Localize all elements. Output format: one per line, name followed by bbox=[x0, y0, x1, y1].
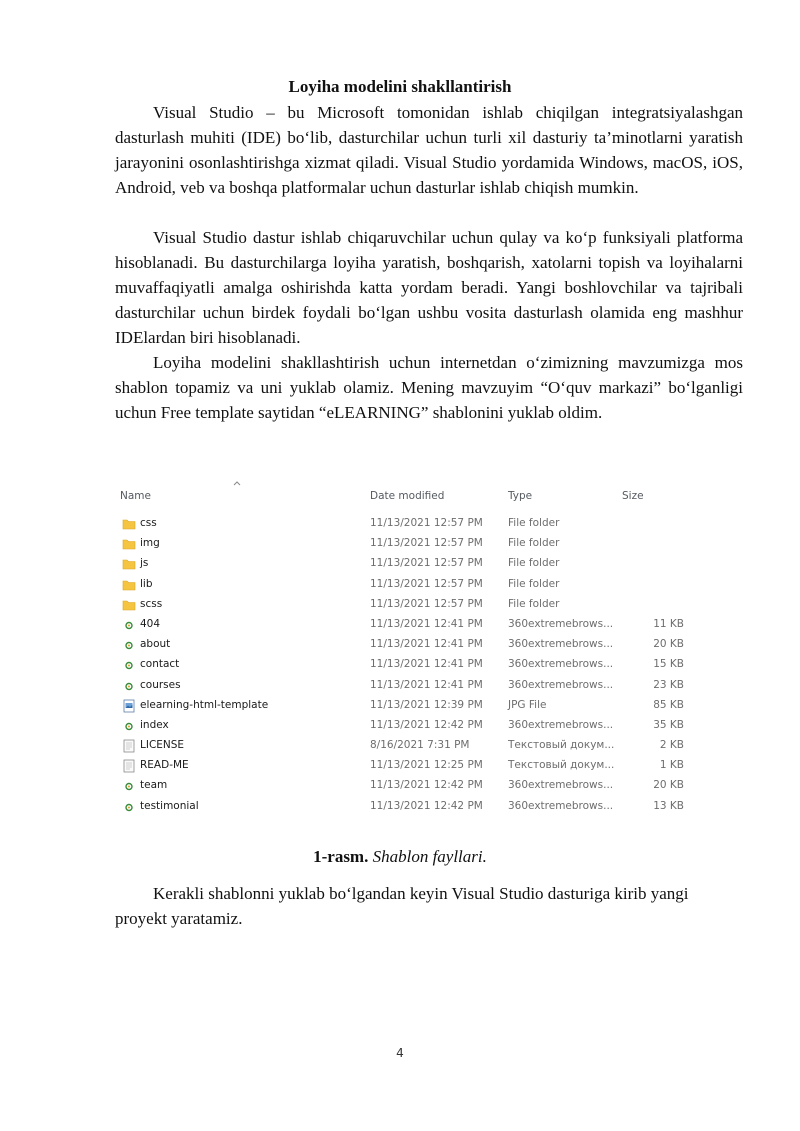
folder-icon bbox=[122, 578, 136, 592]
file-explorer-screenshot bbox=[116, 480, 696, 816]
paragraph-create-project: Kerakli shablonni yuklab bo‘lgandan keyin Visual Studio dasturiga kirib yangi proyekt yaratamiz. bbox=[115, 884, 689, 928]
browser-html-icon bbox=[122, 638, 136, 652]
folder-icon bbox=[122, 517, 136, 531]
browser-html-icon bbox=[122, 658, 136, 672]
browser-html-icon bbox=[122, 618, 136, 632]
file-row[interactable] bbox=[116, 635, 696, 655]
file-row[interactable] bbox=[116, 756, 696, 776]
file-type: 360extremebrows... bbox=[508, 658, 614, 671]
file-name: testimonial bbox=[140, 799, 199, 812]
file-type: File folder bbox=[508, 517, 560, 529]
paragraph-visual-studio-benefits: Visual Studio dastur ishlab chiqaruvchilar uchun qulay va ko‘p funksiyali platforma hisoblanadi. Bu dasturchilarga loyiha yaratish, boshqarish, xatolarni topish va loyihalarni muvaffaqiyatli amalga oshirishda katta yordam beradi. Yangi boshlovchilar va tajribali dasturchilar uchun birdek foydali bo‘lgan ushbu vosita dasturlash olamida eng mashhur IDElardan biri hisoblanadi. bbox=[115, 228, 743, 347]
file-size: 13 KB bbox=[653, 799, 684, 812]
file-name: img bbox=[140, 537, 160, 550]
file-row[interactable] bbox=[116, 615, 696, 635]
file-date-modified: 11/13/2021 12:41 PM bbox=[370, 638, 483, 651]
file-name: scss bbox=[140, 597, 163, 610]
file-row[interactable] bbox=[116, 696, 696, 716]
file-row[interactable] bbox=[116, 514, 696, 534]
file-type: Текстовый докум... bbox=[508, 739, 615, 752]
file-size: 20 KB bbox=[653, 638, 684, 651]
file-row[interactable] bbox=[116, 595, 696, 615]
figure-caption-label: 1-rasm. bbox=[313, 847, 369, 866]
file-date-modified: 11/13/2021 12:41 PM bbox=[370, 658, 483, 671]
column-header-size[interactable]: Size bbox=[622, 490, 644, 502]
file-size: 2 KB bbox=[659, 739, 684, 752]
file-type: 360extremebrows... bbox=[508, 718, 614, 731]
file-size: 15 KB bbox=[653, 658, 684, 671]
file-type: File folder bbox=[508, 537, 560, 550]
file-date-modified: 11/13/2021 12:42 PM bbox=[370, 799, 483, 812]
file-row[interactable] bbox=[116, 716, 696, 736]
paragraph-template-download: Loyiha modelini shakllashtirish uchun internetdan o‘zimizning mavzumizga mos shablon topamiz va uni yuklab olamiz. Mening mavzuyim “O‘quv markazi” bo‘lganligi uchun Free template saytidan “eLEARNING” shablonini yuklab oldim. bbox=[115, 353, 743, 422]
file-row[interactable] bbox=[116, 534, 696, 554]
browser-html-icon bbox=[122, 719, 136, 733]
column-header-type[interactable]: Type bbox=[508, 490, 533, 502]
file-row[interactable] bbox=[116, 554, 696, 574]
folder-icon bbox=[122, 598, 136, 612]
file-date-modified: 11/13/2021 12:57 PM bbox=[370, 557, 483, 570]
file-row[interactable] bbox=[116, 736, 696, 756]
sort-ascending-icon bbox=[233, 480, 241, 486]
browser-html-icon bbox=[122, 800, 136, 814]
file-size: 85 KB bbox=[653, 698, 684, 711]
file-name: js bbox=[140, 557, 149, 570]
file-type: File folder bbox=[508, 577, 560, 590]
file-row[interactable] bbox=[116, 776, 696, 796]
file-size: 20 KB bbox=[653, 779, 684, 792]
file-size: 1 KB bbox=[659, 759, 684, 772]
file-type: 360extremebrows... bbox=[508, 779, 614, 792]
file-date-modified: 11/13/2021 12:57 PM bbox=[370, 597, 483, 610]
file-date-modified: 11/13/2021 12:57 PM bbox=[370, 517, 483, 529]
file-date-modified: 11/13/2021 12:41 PM bbox=[370, 678, 483, 691]
file-type: 360extremebrows... bbox=[508, 678, 614, 691]
column-header-date-modified[interactable]: Date modified bbox=[370, 490, 445, 502]
file-row[interactable] bbox=[116, 676, 696, 696]
browser-html-icon bbox=[122, 679, 136, 693]
file-name: READ-ME bbox=[140, 759, 189, 772]
file-date-modified: 8/16/2021 7:31 PM bbox=[370, 739, 470, 752]
file-type: File folder bbox=[508, 557, 560, 570]
section-heading: Loyiha modelini shakllantirish bbox=[288, 77, 512, 96]
file-type: Текстовый докум... bbox=[508, 759, 615, 772]
file-name: css bbox=[140, 517, 157, 529]
file-list bbox=[116, 514, 696, 817]
figure-caption-text: Shablon fayllari. bbox=[372, 847, 487, 866]
file-name: 404 bbox=[140, 617, 161, 630]
file-type: 360extremebrows... bbox=[508, 799, 614, 812]
file-size: 11 KB bbox=[653, 617, 684, 630]
file-name: index bbox=[140, 718, 169, 731]
file-name: about bbox=[140, 638, 171, 651]
file-row[interactable] bbox=[116, 797, 696, 817]
text-document-icon bbox=[122, 759, 136, 773]
file-size: 35 KB bbox=[653, 718, 684, 731]
text-document-icon bbox=[122, 739, 136, 753]
file-name: elearning-html-template bbox=[140, 698, 269, 711]
file-type: 360extremebrows... bbox=[508, 617, 614, 630]
file-name: LICENSE bbox=[140, 739, 185, 752]
file-name: team bbox=[140, 779, 168, 792]
column-header-name[interactable]: Name bbox=[120, 490, 151, 502]
file-date-modified: 11/13/2021 12:42 PM bbox=[370, 718, 483, 731]
folder-icon bbox=[122, 537, 136, 551]
file-date-modified: 11/13/2021 12:57 PM bbox=[370, 577, 483, 590]
file-type: 360extremebrows... bbox=[508, 638, 614, 651]
file-name: courses bbox=[140, 678, 181, 691]
paragraph-visual-studio-intro: Visual Studio – bu Microsoft tomonidan ishlab chiqilgan integratsiyalashgan dasturlash muhiti (IDE) bo‘lib, dasturchilar uchun turli xil dasturiy ta’minotlarni yaratish jarayonini osonlashtirishga xizmat qiladi. Visual Studio yordamida Windows, macOS, iOS, Android, veb va boshqa platformalar uchun dasturlar ishlab chiqish mumkin. bbox=[115, 103, 743, 197]
file-size: 23 KB bbox=[653, 678, 684, 691]
file-name: lib bbox=[140, 577, 153, 590]
file-date-modified: 11/13/2021 12:39 PM bbox=[370, 698, 483, 711]
file-type: JPG File bbox=[508, 698, 547, 711]
page-number: 4 bbox=[396, 1046, 404, 1060]
file-date-modified: 11/13/2021 12:25 PM bbox=[370, 759, 483, 772]
file-row[interactable] bbox=[116, 575, 696, 595]
file-date-modified: 11/13/2021 12:41 PM bbox=[370, 617, 483, 630]
file-date-modified: 11/13/2021 12:57 PM bbox=[370, 537, 483, 550]
file-date-modified: 11/13/2021 12:42 PM bbox=[370, 779, 483, 792]
figure-caption bbox=[0, 846, 800, 868]
browser-html-icon bbox=[122, 779, 136, 793]
file-row[interactable] bbox=[116, 655, 696, 675]
image-file-icon bbox=[122, 699, 136, 713]
file-name: contact bbox=[140, 658, 180, 671]
file-type: File folder bbox=[508, 597, 560, 610]
folder-icon bbox=[122, 557, 136, 571]
